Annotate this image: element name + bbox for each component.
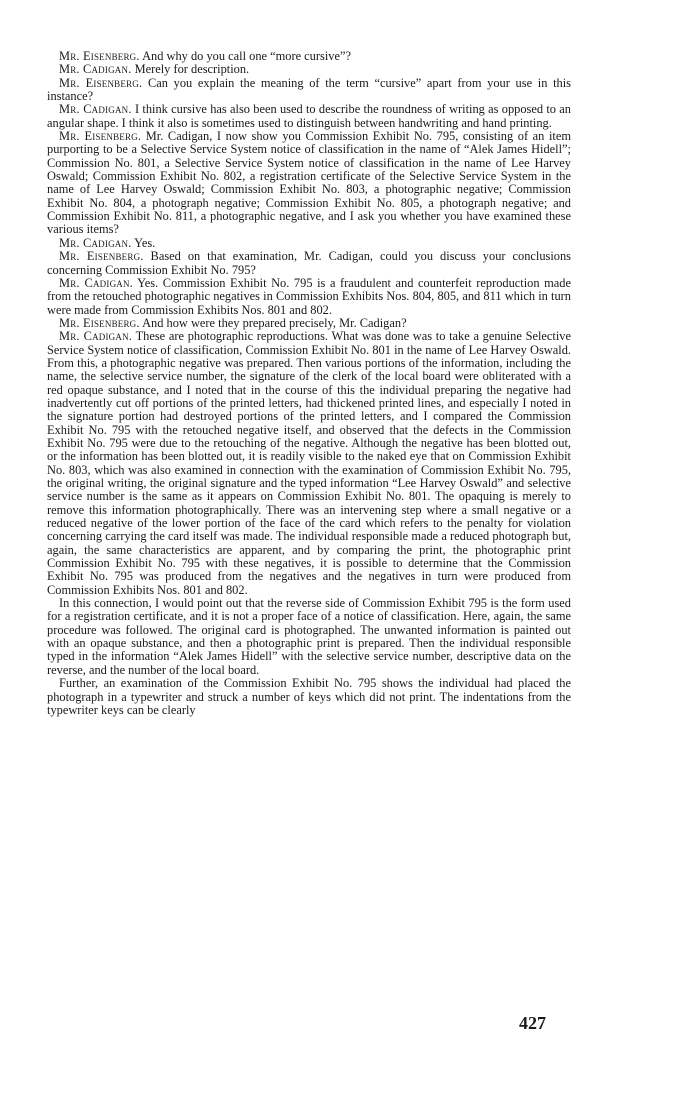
transcript-paragraph xyxy=(47,237,571,250)
paragraph-text: Further, an examination of the Commission Exhibit No. 795 shows the individual had placed the photograph in a typewriter and struck a number of keys which did not print. The indentations from the typewriter keys can be clearly xyxy=(47,676,571,717)
speaker-name: Mr. Cadigan. xyxy=(59,62,132,77)
transcript-paragraph xyxy=(47,103,571,130)
speaker-name: Mr. Eisenberg. xyxy=(59,49,140,63)
transcript-paragraph xyxy=(47,677,571,717)
paragraph-text: These are photographic reproductions. What was done was to take a genuine Selective Service System notice of classification, Commission Exhibit No. 801 in the name of Lee Harvey Oswald. From this, a photographic negative was prepared. Then various portions of the information, including the name, the selective service number, the signature of the clerk of the local board were obliterated with a red opaque substance, and I noted that in the course of this the individual preparing the negative had inadvertently cut off portions of the printed letters, had thickened printed lines, and especially I noted in the signature portion had destroyed portions of the printed letters, and I compared the Commission Exhibit No. 795 with the retouched negative itself, and observed that the defects in the Commission Exhibit No. 795 were due to the retouching of the negative. Although the negative has been blotted out, or the information has been blotted out, it is readily visible to the naked eye that on Commission Exhibit No. 803, which was also examined in connection with the examination of Commission Exhibit No. 795, the original writing, the original signature and the typed information “Lee Harvey Oswald” and selective service number is the same as it appears on Commission Exhibit No. 801. The opaquing is merely to remove this information photographically. There was an intervening step where a small negative or a reduced negative of the lower portion of the face of the card which refers to the penalty for violation concerning carrying the card itself was made. The individual responsible made a reduced photograph but, again, the same characteristics are apparent, and by comparing the print, the photographic print Commission Exhibit No. 795 with these negatives, it is possible to determine that the Commission Exhibit No. 795 was produced from the negatives and the negatives in turn were produced from Commission Exhibits Nos. 801 and 802. xyxy=(47,329,571,597)
speaker-name: Mr. Cadigan. xyxy=(59,235,132,250)
transcript-paragraph xyxy=(47,250,571,277)
paragraph-text: And why do you call one “more cursive”? xyxy=(139,49,351,63)
transcript-page xyxy=(47,50,571,717)
speaker-name: Mr. Cadigan. xyxy=(59,102,132,117)
transcript-paragraph xyxy=(47,50,571,63)
paragraph-text: Merely for description. xyxy=(131,62,250,77)
paragraph-text: Yes. xyxy=(131,235,156,250)
paragraph-text: I think cursive has also been used to describe the roundness of writing as opposed to an angular shape. I think it also is sometimes used to distinguish between handwriting and hand printing. xyxy=(47,102,571,130)
paragraph-text: Mr. Cadigan, I now show you Commission Exhibit No. 795, consisting of an item purporting to be a Selective Service System notice of classification in the name of “Alek James Hidell”; Commission No. 801, a Selective Service System notice of classification in the name of Lee Harvey Oswald; Commission Exhibit No. 802, a registration certificate of the Selective Service System in the name of Lee Harvey Oswald; Commission Exhibit No. 803, a photographic negative; Commission Exhibit No. 804, a photograph negative; Commission Exhibit No. 805, a photograph negative; and Commission Exhibit No. 811, a photographic negative, and I ask you whether you have examined these various items? xyxy=(47,129,571,237)
transcript-paragraph xyxy=(47,597,571,677)
transcript-paragraph xyxy=(47,277,571,317)
transcript-paragraph xyxy=(47,63,571,76)
speaker-name: Mr. Cadigan. xyxy=(59,329,133,344)
speaker-name: Mr. Eisenberg. xyxy=(59,315,140,330)
paragraph-text: Yes. Commission Exhibit No. 795 is a fraudulent and counterfeit reproduction made from the retouched photographic negatives in Commission Exhibits Nos. 804, 805, and 811 which in turn were made from Commission Exhibits Nos. 801 and 802. xyxy=(47,275,571,317)
paragraph-text: And how were they prepared precisely, Mr. Cadigan? xyxy=(139,315,407,330)
paragraph-text: Based on that examination, Mr. Cadigan, could you discuss your conclusions concerning Commission Exhibit No. 795? xyxy=(47,249,572,277)
transcript-paragraph xyxy=(47,77,571,104)
speaker-name: Mr. Eisenberg. xyxy=(59,75,143,90)
paragraph-text: Can you explain the meaning of the term “cursive” apart from your use in this instance? xyxy=(47,75,571,104)
transcript-paragraph xyxy=(47,130,571,237)
speaker-name: Mr. Cadigan. xyxy=(59,275,133,290)
paragraph-text: In this connection, I would point out that the reverse side of Commission Exhibit 795 is the form used for a registration certificate, and it is not a proper face of a notice of classification. Here, again, the same procedure was followed. The original card is photographed. The unwanted information is painted out with an opaque substance, and then a photographic print is prepared. Then the individual responsible typed in the information “Alek James Hidell” with the selective service number, descriptive data on the reverse, and the number of the local board. xyxy=(47,596,571,677)
transcript-paragraph xyxy=(47,330,571,597)
speaker-name: Mr. Eisenberg. xyxy=(59,249,144,264)
transcript-paragraph xyxy=(47,317,571,330)
speaker-name: Mr. Eisenberg. xyxy=(59,129,142,144)
page-number: 427 xyxy=(519,1013,546,1033)
